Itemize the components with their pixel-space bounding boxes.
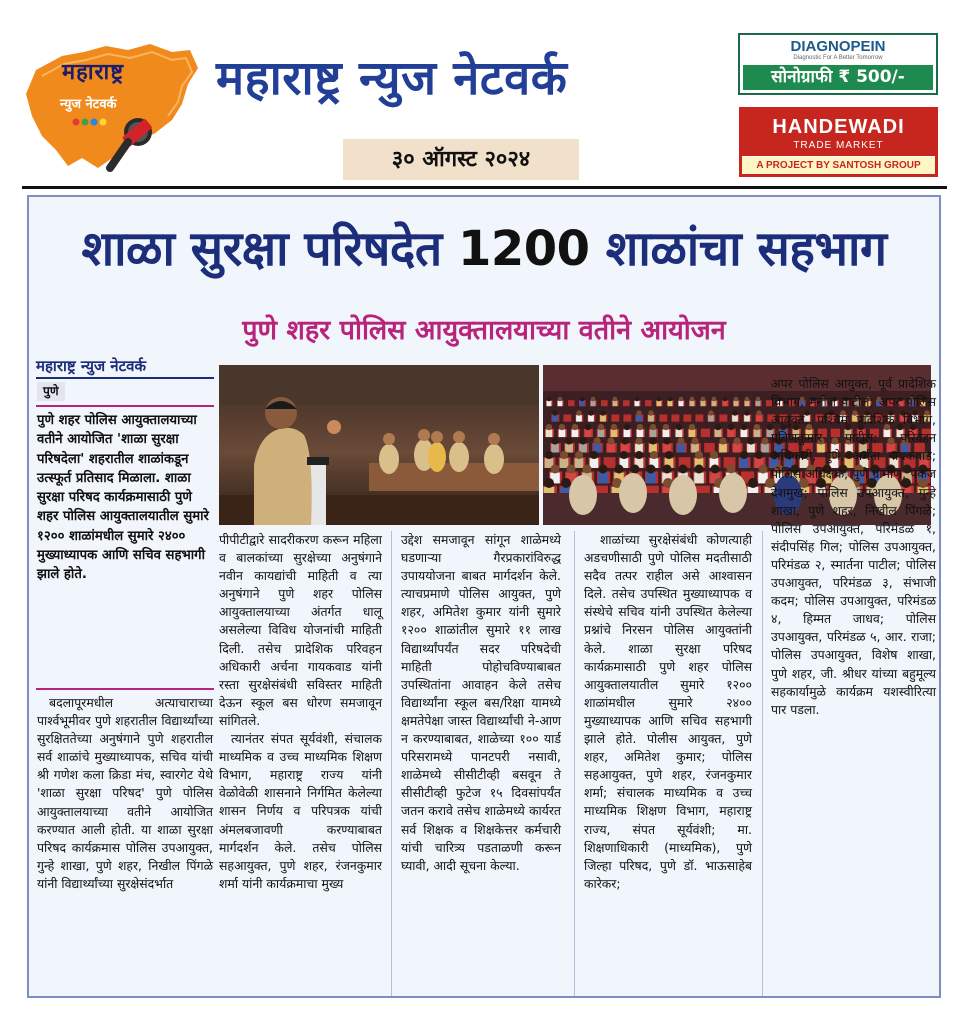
column-divider [391, 531, 392, 996]
article-column-2 [219, 531, 382, 893]
diagnopein-brand: DIAGNOPEIN [790, 38, 886, 55]
logo-title: महाराष्ट्र [62, 60, 125, 85]
handewadi-footer: A PROJECT BY SANTOSH GROUP [742, 157, 935, 174]
handewadi-ad[interactable] [739, 107, 938, 177]
column-2-paragraph-1: पीपीटीद्वारे सादरीकरण करून महिला व बालकांच्या सुरक्षेच्या अनुषंगाने नवीन कायद्यांची माहिती व त्या अनुषंगाने पुणे शहर पोलिस आयुक्तालयाच्या अंतर्गत धालू असलेल्या विविध योजनांची माहिती दिली. तसेच प्रादेशिक परिवहन अधिकारी अर्चना गायकवाड यांनी रस्ता सुरक्षेसंबंधी सविस्तर माहिती देऊन स्कूल बस धोरण समजावून सांगितले. [219, 532, 382, 728]
headline-number: 1200 [457, 221, 590, 277]
diagnopein-ad[interactable] [738, 33, 938, 95]
diagnopein-tagline: Diagnostic For A Better Tomorrow [793, 55, 883, 61]
article-subheadline: पुणे शहर पोलिस आयुक्तालयाच्या वतीने आयोजन [242, 315, 726, 346]
newspaper-title: महाराष्ट्र न्युज नेटवर्क [216, 51, 568, 106]
masthead-divider [22, 186, 947, 189]
logo-subtitle: न्युज नेटवर्क [60, 97, 117, 112]
column-divider [762, 531, 763, 996]
article-column-4: शाळांच्या सुरक्षेसंबंधी कोणत्याही अडचणीसाठी पुणे पोलिस मदतीसाठी सदैव तत्पर राहील असे आश्वासन दिले. तसेच उपस्थित मुख्याध्यापक व संस्थेचे सचिव यांनी उपस्थित केलेल्या प्रश्नांचे निरसन पोलिस आयुक्तांनी केले. शाळा सुरक्षा परिषद कार्यक्रमासाठी पुणे शहर पोलिस आयुक्तालयातील सुमारे १२०० शाळांमधील सुमारे २४०० मुख्याध्यापक आणि सचिव सहभागी झाले होते. पोलीस आयुक्त, पुणे शहर, अमितेश कुमार; पोलिस सहआयुक्त, पुणे शहर, रंजनकुमार शर्मा; संचालक माध्यमिक व उच्च माध्यमिक शिक्षण विभाग, महाराष्ट्र राज्य, संपत सूर्यवंशी; मा. शिक्षणाधिकारी (माध्यमिक), पुणे जिल्हा परिषद, पुणे डॉ. भाऊसाहेब कारेकर; [584, 532, 752, 891]
article-column-3: उद्देश समजावून सांगून शाळेमध्ये घडणाऱ्या गैरप्रकारांविरुद्ध उपाययोजना बाबत मार्गदर्शन केले. त्याचप्रमाणे पोलिस आयुक्त, पुणे शहर, अमितेश कुमार यांनी सुमारे १२०० शाळांतील सुमारे ११ लाख विद्यार्थ्यांपर्यंत सदर परिषदेची माहिती पोहोचविण्याबाबत उपस्थितांना आवाहन केले तसेच विद्यार्थ्यांना स्कूल बस/रिक्षा यामध्ये क्षमतेपेक्षा जास्त विद्यार्थ्यांची ने-आण न करण्याबाबत, शाळेच्या १०० यार्ड परिसरामध्ये पानटपरी नसावी, शाळेमध्ये सीसीटीव्ही बसवून ते सीसीटीव्ही फुटेज १५ दिवसांपर्यंत जतन करावे तसेच शाळेमध्ये कार्यरत सर्व शिक्षक व शिक्षकेत्तर कर्मचारी यांची चारित्र्य पडताळणी करून घ्यावी, आदी सूचना केल्या. [401, 532, 561, 873]
dateline: पुणे [37, 382, 65, 401]
handewadi-title: HANDEWADI [772, 116, 905, 138]
issue-date: ३० ऑगस्ट २०२४ [343, 139, 579, 180]
sonography-offer: सोनोग्राफी ₹ 500/- [743, 65, 933, 90]
article-lede: पुणे शहर पोलिस आयुक्तालयाच्या वतीने आयोजित 'शाळा सुरक्षा परिषदेला' शहरातील शाळांकडून उत्स्फूर्त प्रतिसाद मिळाला. शाळा सुरक्षा परिषद कार्यक्रमासाठी पुणे शहर पोलिस आयुक्तालयातील सुमारे १२०० शाळांमधील सुमारे २४०० मुख्याध्यापक आणि सचिव सहभागी झाले होते. [37, 413, 209, 583]
news-article [27, 195, 941, 998]
column-2-paragraph-2: त्यानंतर संपत सूर्यवंशी, संचालक माध्यमिक व उच्च माध्यमिक शिक्षण विभाग, महाराष्ट्र राज्य यांनी वेळोवेळी शासनाने निर्गमित केलेल्या शासन निर्णय व परिपत्रक यांची अंमलबजावणी करण्याबाबत मार्गदर्शन केले. तसेच पोलिस सहआयुक्त, पुणे शहर, रंजनकुमार शर्मा यांनी कार्यक्रमाचा मुख्य [219, 731, 382, 891]
column-divider [574, 531, 575, 996]
headline-text: शाळा सुरक्षा परिषदेत [81, 221, 458, 277]
article-column-1: बदलापूरमधील अत्याचाराच्या पार्श्वभूमीवर पुणे शहरातील विद्यार्थ्यांच्या सुरक्षिततेच्या अनुषंगाने पुणे शहरातील सर्व शाळांचे मुख्याध्यापक, सचिव यांची श्री गणेश कला क्रिडा मंच, स्वारगेट येथे 'शाळा सुरक्षा परिषद' पुणे पोलिस आयुक्तालयाच्या वतीने आयोजित करण्यात आली होती. या शाळा सुरक्षा परिषद कार्यक्रमास पोलिस उपआयुक्त, गुन्हे शाखा, पुणे शहर, निखील पिंगळे यांनी विद्यार्थ्यांच्या सुरक्षेसंदर्भात [37, 695, 213, 891]
lede-divider-top [36, 405, 214, 407]
lede-divider-bottom [36, 688, 214, 690]
byline: महाराष्ट्र न्युज नेटवर्क [36, 357, 147, 375]
article-headline [29, 215, 939, 280]
headline-tail: शाळांचा सहभाग [589, 221, 887, 277]
article-column-5: अपर पोलिस आयुक्त, पूर्व प्रादेशिक विभाग, मनोज पाटील; अपर पोलिस आयुक्त, पश्चिम प्रादेशिक विभाग, प्रविणकुमार पाटील; परिवहन अधिकारी, पुणे, अर्चना गायकवाड; पोलिस अधिक्षक, पुणे ग्रामीण, पंकज देशमुख; पोलिस उपआयुक्त, गुन्हे शाखा, पुणे शहर, निखील पिंगळे; पोलिस उपआयुक्त, परिमंडळ १, संदीपसिंह गिल; पोलिस उपआयुक्त, परिमंडळ २, स्मार्तना पाटील; पोलिस उपआयुक्त, परिमंडळ ३, संभाजी कदम; पोलिस उपआयुक्त, परिमंडळ ४, हिम्मत जाधव; पोलिस उपआयुक्त, परिमंडळ ५, आर. राजा; पोलिस उपआयुक्त, विशेष शाखा, पुणे शहर, जी. श्रीधर यांच्या बहुमूल्य सहकार्यामुळे कार्यक्रम यशस्वीरित्या पार पडला. [771, 376, 936, 717]
masthead [0, 0, 969, 192]
byline-divider [36, 377, 214, 379]
stage-speaker-photo [219, 365, 539, 525]
handewadi-subtitle: TRADE MARKET [793, 140, 884, 151]
